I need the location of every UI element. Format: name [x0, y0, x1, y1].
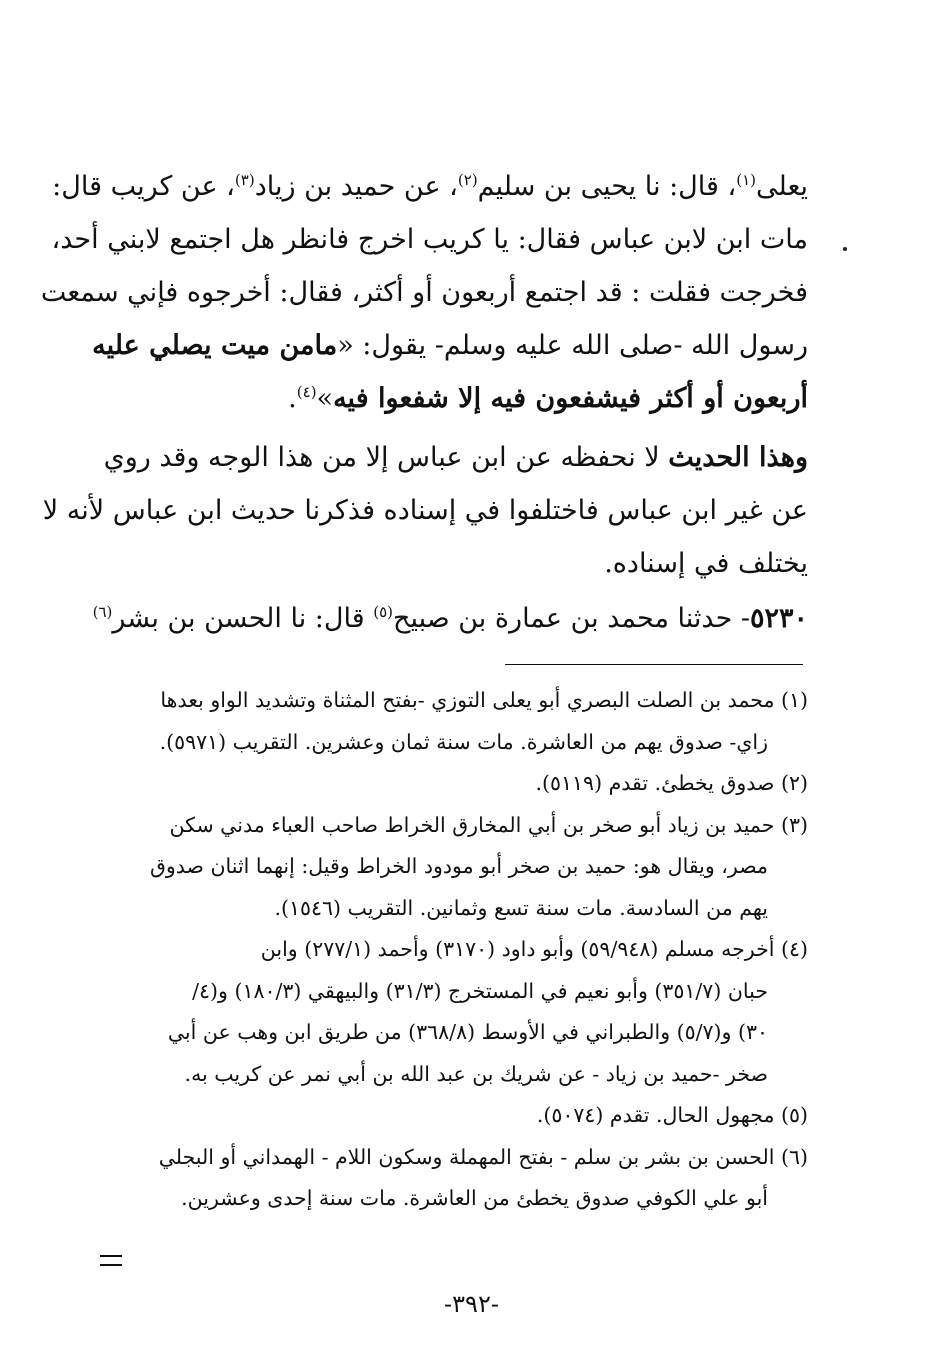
footnote-line: (٢) صدوق يخطئ. تقدم (٥١١٩). [535, 771, 808, 795]
continuation-mark [100, 1255, 122, 1266]
footnote-line: (٥) مجهول الحال. تقدم (٥٠٧٤). [536, 1103, 808, 1127]
footnote-4 [97, 929, 808, 1095]
footnotes [97, 680, 808, 1220]
paragraph-commentary [42, 431, 808, 590]
footnote-line: (٦) الحسن بن بشر بن سلم - بفتح المهملة وسكون اللام - الهمداني أو البجلي [158, 1144, 808, 1169]
text-line: أربعون أو أكثر فيشفعون فيه إلا شفعوا فيه»$^{(٤)}$. [288, 383, 808, 414]
footnote-6 [97, 1137, 808, 1220]
footnote-1 [97, 680, 808, 763]
main-text [40, 160, 808, 645]
footnote-line: مصر، ويقال هو: حميد بن صخر أبو مودود الخراط وقيل: إنهما اثنان صدوق [149, 854, 768, 878]
paragraph-hadith-text [40, 160, 808, 425]
text-line: يختلف في إسناده. [604, 548, 808, 579]
text-line: رسول الله -صلى الله عليه وسلم- يقول: «مامن ميت يصلي عليه [92, 330, 808, 361]
footnote-line: (٤) أخرجه مسلم (٥٩/٩٤٨) وأبو داود (٣١٧٠) وأحمد (٢٧٧/١) وابن [260, 937, 808, 961]
text-line: فخرجت فقلت : قد اجتمع أربعون أو أكثر، فقال: أخرجوه فإني سمعت [40, 277, 808, 308]
text-line: يعلى$^{(١)}$، قال: نا يحيى بن سليم$^{(٢)}$، عن حميد بن زياد$^{(٣)}$، عن كريب قال: [52, 171, 808, 202]
footnote-3 [97, 805, 808, 930]
footnote-line: صخر -حميد بن زياد - عن شريك بن عبد الله بن أبي نمر عن كريب به. [184, 1061, 768, 1086]
footnote-line: أبو علي الكوفي صدوق يخطئ من العاشرة. مات سنة إحدى وعشرين. [181, 1186, 768, 1210]
footnote-5 [97, 1095, 808, 1137]
text-line: عن غير ابن عباس فاختلفوا في إسناده فذكرنا حديث ابن عباس لأنه لا [42, 495, 808, 526]
footnote-separator [505, 664, 803, 665]
footnote-line: يهم من السادسة. مات سنة تسع وثمانين. التقريب (١٥٤٦). [274, 895, 768, 920]
page-number: -٣٩٢- [444, 1290, 499, 1318]
footnote-line: (١) محمد بن الصلت البصري أبو يعلى التوزي -بفتح المثناة وتشديد الواو بعدها [160, 688, 808, 712]
footnote-line: زاي- صدوق يهم من العاشرة. مات سنة ثمان وعشرين. التقريب (٥٩٧١). [159, 729, 768, 754]
footnote-line: حبان (٣٥١/٧) وأبو نعيم في المستخرج (٣١/٣) والبيهقي (١٨٠/٣) و(٤/ [192, 978, 768, 1003]
footnote-2 [97, 763, 808, 805]
text-line: مات ابن لابن عباس فقال: يا كريب اخرج فانظر هل اجتمع لابني أحد، [51, 224, 808, 255]
hadith-5230-heading [92, 592, 808, 645]
footnote-line: (٣) حميد بن زياد أبو صخر بن أبي المخارق الخراط صاحب العباء مدني سكن [169, 812, 808, 837]
footnote-line: ٣٠) و(٥/٧) والطبراني في الأوسط (٣٦٨/٨) من طريق ابن وهب عن أبي [167, 1020, 768, 1044]
text-line: ٥٢٣٠- حدثنا محمد بن عمارة بن صبيح$^{(٥)}$ قال: نا الحسن بن بشر$^{(٦)}$ [92, 603, 808, 634]
margin-dot [843, 247, 847, 251]
text-line: وهذا الحديث لا نحفظه عن ابن عباس إلا من هذا الوجه وقد روي [103, 442, 808, 473]
